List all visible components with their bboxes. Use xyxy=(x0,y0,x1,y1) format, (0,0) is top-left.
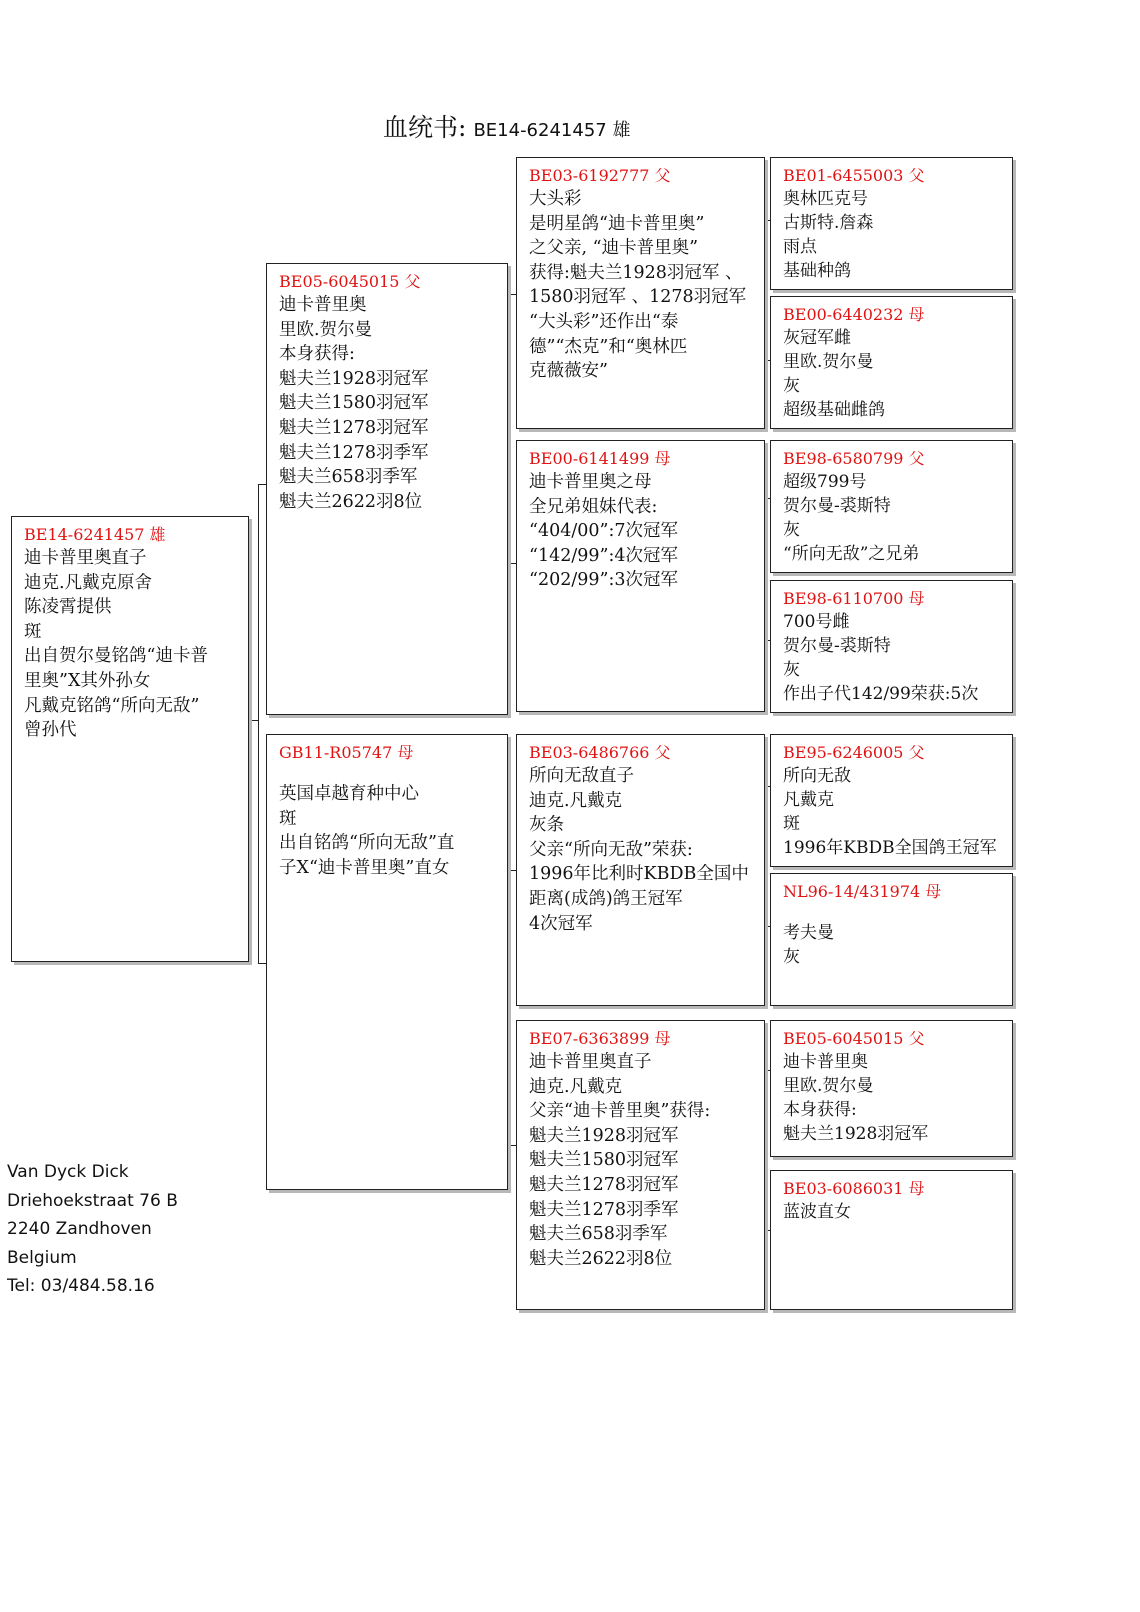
ssd-details xyxy=(783,326,1002,422)
detail-line: Van Dyck Dick xyxy=(7,1162,129,1182)
detail-line: “404/00”:7次冠军 xyxy=(529,521,678,542)
detail-line: 雨点 xyxy=(783,237,817,257)
detail-line: 全兄弟姐妹代表: xyxy=(529,496,658,517)
sds-details xyxy=(783,470,1002,566)
detail-line: 父亲“所向无敌”荣获: xyxy=(529,839,693,860)
ssd-ring: BE00-6440232 母 xyxy=(783,305,925,324)
detail-line: 超级799号 xyxy=(783,472,867,492)
detail-line: 魁夫兰1580羽冠军 xyxy=(529,1150,679,1171)
sss-ring: BE01-6455003 父 xyxy=(783,166,925,185)
sire-sire-card xyxy=(516,157,765,429)
detail-line: “202/99”:3次冠军 xyxy=(529,570,678,591)
title-ring: BE14-6241457 雄 xyxy=(473,120,631,141)
detail-line: 里奥”X其外孙女 xyxy=(24,670,151,691)
detail-line: 距离(成鸽)鸽王冠军 xyxy=(529,888,683,909)
dam-dam-details xyxy=(529,1050,754,1271)
connector xyxy=(258,484,259,964)
detail-line: 出自铭鸽“所向无敌”直 xyxy=(279,833,455,854)
connector xyxy=(508,1145,516,1146)
detail-line: 是明星鸽“迪卡普里奥” xyxy=(529,213,705,234)
detail-line: 迪克.凡戴克原舍 xyxy=(24,572,153,593)
sdd-card xyxy=(770,580,1013,713)
detail-line: 灰冠军雌 xyxy=(783,328,851,348)
detail-line: 魁夫兰1580羽冠军 xyxy=(279,393,429,414)
connector xyxy=(508,563,516,564)
detail-line: Belgium xyxy=(7,1247,77,1268)
breeder-address xyxy=(7,1158,178,1301)
detail-line: 所向无敌 xyxy=(783,766,851,786)
detail-line: 魁夫兰1928羽冠军 xyxy=(783,1124,929,1144)
connector xyxy=(508,294,509,564)
dam-sire-card xyxy=(516,734,765,1006)
connector xyxy=(258,484,266,485)
detail-line: 本身获得: xyxy=(279,344,355,365)
detail-line: “所向无敌”之兄弟 xyxy=(783,544,920,564)
detail-line: 基础种鸽 xyxy=(783,261,851,281)
sss-details xyxy=(783,187,1002,283)
dss-card xyxy=(770,734,1013,867)
detail-line: 魁夫兰658羽季军 xyxy=(529,1224,668,1245)
detail-line: 迪卡普里奥直子 xyxy=(529,1052,652,1072)
dam-dam-card xyxy=(516,1020,765,1310)
detail-line: 克薇薇安” xyxy=(529,361,608,382)
detail-line: 英国卓越育种中心 xyxy=(279,784,419,804)
detail-line: 魁夫兰1928羽冠军 xyxy=(279,368,429,389)
detail-line: 曾孙代 xyxy=(24,720,77,741)
ssd-card xyxy=(770,296,1013,429)
detail-line: 魁夫兰2622羽8位 xyxy=(279,491,423,512)
title-label: 血统书: xyxy=(383,113,467,142)
dss-details xyxy=(783,764,1002,860)
detail-line: 贺尔曼-裘斯特 xyxy=(783,636,891,656)
connector xyxy=(508,870,516,871)
detail-line: 所向无敌直子 xyxy=(529,766,634,786)
detail-line: 斑 xyxy=(783,814,800,834)
detail-line: 2240 Zandhoven xyxy=(7,1219,152,1239)
detail-line: 获得:魁夫兰1928羽冠军 、 xyxy=(529,262,743,283)
page-title xyxy=(383,108,630,144)
dam-ring: GB11-R05747 母 xyxy=(279,743,414,762)
dsd-card xyxy=(770,873,1013,1006)
sire-dam-card xyxy=(516,440,765,712)
connector xyxy=(508,870,509,1146)
ddd-card xyxy=(770,1170,1013,1310)
detail-line: 奥林匹克号 xyxy=(783,189,868,209)
detail-line: 1996年比利时KBDB全国中 xyxy=(529,864,749,885)
detail-line: 大头彩 xyxy=(529,189,582,209)
detail-line: 灰 xyxy=(783,947,800,967)
detail-line: 迪卡普里奥 xyxy=(279,295,367,315)
sire-dam-ring: BE00-6141499 母 xyxy=(529,449,671,468)
detail-line: 考夫曼 xyxy=(783,923,834,943)
detail-line: 魁夫兰1278羽季军 xyxy=(529,1199,679,1220)
detail-line: 贺尔曼-裘斯特 xyxy=(783,496,891,516)
detail-line: 1580羽冠军 、1278羽冠军 xyxy=(529,287,747,308)
detail-line: 斑 xyxy=(24,621,42,642)
detail-line: 陈凌霄提供 xyxy=(24,597,112,618)
detail-line: 魁夫兰1278羽季军 xyxy=(279,442,429,463)
detail-line: 魁夫兰658羽季军 xyxy=(279,467,418,488)
sire-sire-ring: BE03-6192777 父 xyxy=(529,166,671,185)
dss-ring: BE95-6246005 父 xyxy=(783,743,925,762)
ddd-ring: BE03-6086031 母 xyxy=(783,1179,925,1198)
detail-line: 迪卡普里奥直子 xyxy=(24,548,147,568)
dsd-details xyxy=(783,921,1002,969)
subject-details xyxy=(24,546,238,743)
detail-line: 4次冠军 xyxy=(529,913,593,934)
subject-ring: BE14-6241457 雄 xyxy=(24,525,166,544)
detail-line: 迪克.凡戴克 xyxy=(529,1076,623,1097)
detail-line: “142/99”:4次冠军 xyxy=(529,545,678,566)
sire-dam-details xyxy=(529,470,754,593)
detail-line: 凡戴克 xyxy=(783,790,834,810)
sire-sire-details xyxy=(529,187,754,384)
sss-card xyxy=(770,157,1013,290)
detail-line: 古斯特.詹森 xyxy=(783,213,874,233)
dam-sire-ring: BE03-6486766 父 xyxy=(529,743,671,762)
detail-line: Tel: 03/484.58.16 xyxy=(7,1276,155,1296)
sdd-ring: BE98-6110700 母 xyxy=(783,589,925,608)
dam-dam-ring: BE07-6363899 母 xyxy=(529,1029,671,1048)
detail-line: 迪克.凡戴克 xyxy=(529,790,623,811)
detail-line: 作出子代142/99荣获:5次 xyxy=(783,684,979,704)
sds-ring: BE98-6580799 父 xyxy=(783,449,925,468)
connector xyxy=(249,720,259,721)
detail-line: 里欧.贺尔曼 xyxy=(279,319,373,340)
connector xyxy=(508,294,516,295)
detail-line: 灰 xyxy=(783,660,800,680)
sire-details xyxy=(279,293,497,514)
detail-line: 凡戴克铭鸽“所向无敌” xyxy=(24,695,200,716)
detail-line: 里欧.贺尔曼 xyxy=(783,352,874,372)
subject-card xyxy=(11,516,249,962)
detail-line: 灰 xyxy=(783,376,800,396)
detail-line: 本身获得: xyxy=(783,1100,857,1120)
detail-line: “大头彩”还作出“泰 xyxy=(529,311,679,332)
dsd-ring: NL96-14/431974 母 xyxy=(783,882,942,901)
sire-ring: BE05-6045015 父 xyxy=(279,272,421,291)
detail-line: 灰条 xyxy=(529,815,564,836)
detail-line: 魁夫兰1928羽冠军 xyxy=(529,1125,679,1146)
detail-line: 蓝波直女 xyxy=(783,1202,851,1222)
detail-line: 1996年KBDB全国鸽王冠军 xyxy=(783,838,997,858)
detail-line: 子X“迪卡普里奥”直女 xyxy=(279,857,450,878)
dam-details xyxy=(279,782,497,880)
dds-details xyxy=(783,1050,1002,1146)
detail-line: 700号雌 xyxy=(783,612,850,632)
detail-line: 魁夫兰2622羽8位 xyxy=(529,1248,673,1269)
detail-line: 之父亲, “迪卡普里奥” xyxy=(529,238,699,259)
detail-line: 里欧.贺尔曼 xyxy=(783,1076,874,1096)
detail-line: 魁夫兰1278羽冠军 xyxy=(529,1174,679,1195)
sds-card xyxy=(770,440,1013,573)
connector xyxy=(258,963,266,964)
dam-card xyxy=(266,734,508,1190)
detail-line: 灰 xyxy=(783,520,800,540)
dds-card xyxy=(770,1020,1013,1157)
sdd-details xyxy=(783,610,1002,706)
detail-line: 魁夫兰1278羽冠军 xyxy=(279,417,429,438)
dds-ring: BE05-6045015 父 xyxy=(783,1029,925,1048)
detail-line: 迪卡普里奥 xyxy=(783,1052,868,1072)
detail-line: Driehoekstraat 76 B xyxy=(7,1190,178,1211)
detail-line: 出自贺尔曼铭鸽“迪卡普 xyxy=(24,646,208,667)
detail-line: 父亲“迪卡普里奥”获得: xyxy=(529,1101,711,1122)
detail-line: 超级基础雌鸽 xyxy=(783,400,885,420)
sire-card xyxy=(266,263,508,715)
dam-sire-details xyxy=(529,764,754,936)
ddd-details xyxy=(783,1200,1002,1224)
detail-line: 德”“杰克”和“奥林匹 xyxy=(529,336,688,357)
detail-line: 迪卡普里奥之母 xyxy=(529,472,652,492)
detail-line: 斑 xyxy=(279,808,297,829)
